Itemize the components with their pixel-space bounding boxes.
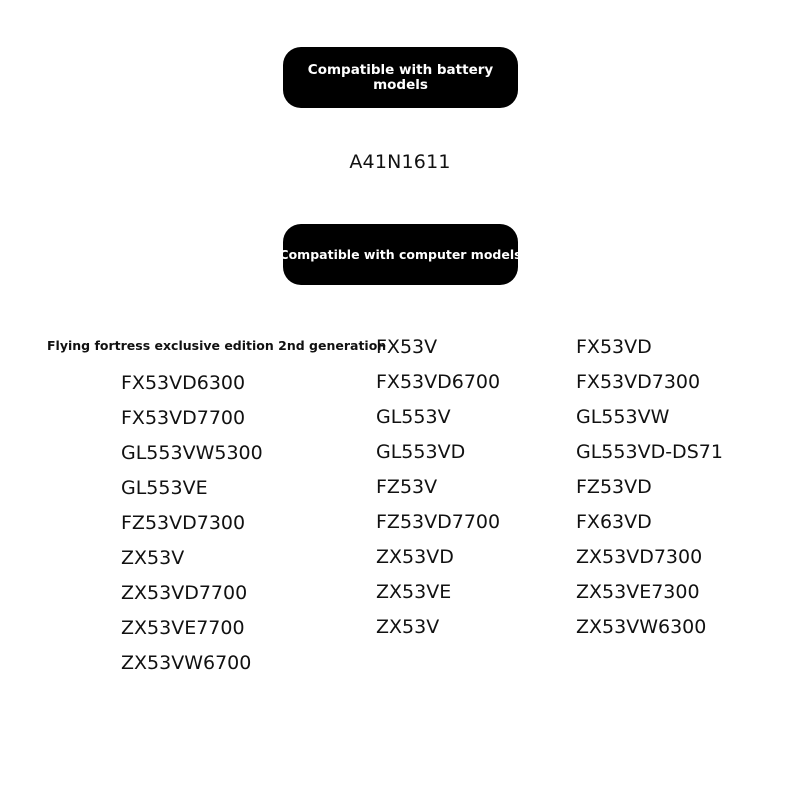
- model-list-item: GL553VD-DS71: [576, 441, 723, 463]
- model-list-item: ZX53V: [376, 616, 440, 638]
- model-list-item: GL553VW5300: [121, 442, 263, 464]
- model-list-item: FX53VD6700: [376, 371, 501, 393]
- model-list-item: GL553VE: [121, 477, 208, 499]
- model-list-item: FZ53V: [376, 476, 438, 498]
- model-list-item: ZX53VE7700: [121, 617, 245, 639]
- battery-models-header: [283, 47, 518, 108]
- computer-models-header: [279, 224, 522, 285]
- model-list-item: FX53VD: [576, 336, 652, 358]
- model-list-item: FX53VD7700: [121, 407, 246, 429]
- model-list-item: ZX53VW6300: [576, 616, 707, 638]
- model-column-2: [376, 330, 500, 645]
- model-list-item: ZX53VW6700: [121, 652, 252, 674]
- model-list-item: FX63VD: [576, 511, 652, 533]
- model-list-item: GL553VW: [576, 406, 670, 428]
- computer-models-header-label: Compatible with computer models: [279, 247, 522, 262]
- model-list-item: FZ53VD7300: [121, 512, 246, 534]
- model-list-item: FX53V: [376, 336, 438, 358]
- model-column-1: [121, 366, 263, 681]
- model-list-item: ZX53VD7700: [121, 582, 248, 604]
- model-list-item: ZX53VE7300: [576, 581, 700, 603]
- model-list-item: ZX53VE: [376, 581, 452, 603]
- battery-model-value: A41N1611: [349, 151, 451, 173]
- model-list-item: FZ53VD: [576, 476, 652, 498]
- model-list-item: ZX53VD: [376, 546, 454, 568]
- model-list-item: FZ53VD7700: [376, 511, 501, 533]
- edition-label: Flying fortress exclusive edition 2nd generation: [47, 338, 387, 353]
- model-list-item: GL553V: [376, 406, 451, 428]
- model-list-item: FX53VD6300: [121, 372, 246, 394]
- model-list-item: GL553VD: [376, 441, 466, 463]
- model-column-3: [576, 330, 723, 645]
- model-list-item: ZX53VD7300: [576, 546, 703, 568]
- model-list-item: ZX53V: [121, 547, 185, 569]
- battery-models-header-label: Compatible with battery models: [307, 61, 494, 93]
- model-list-item: FX53VD7300: [576, 371, 701, 393]
